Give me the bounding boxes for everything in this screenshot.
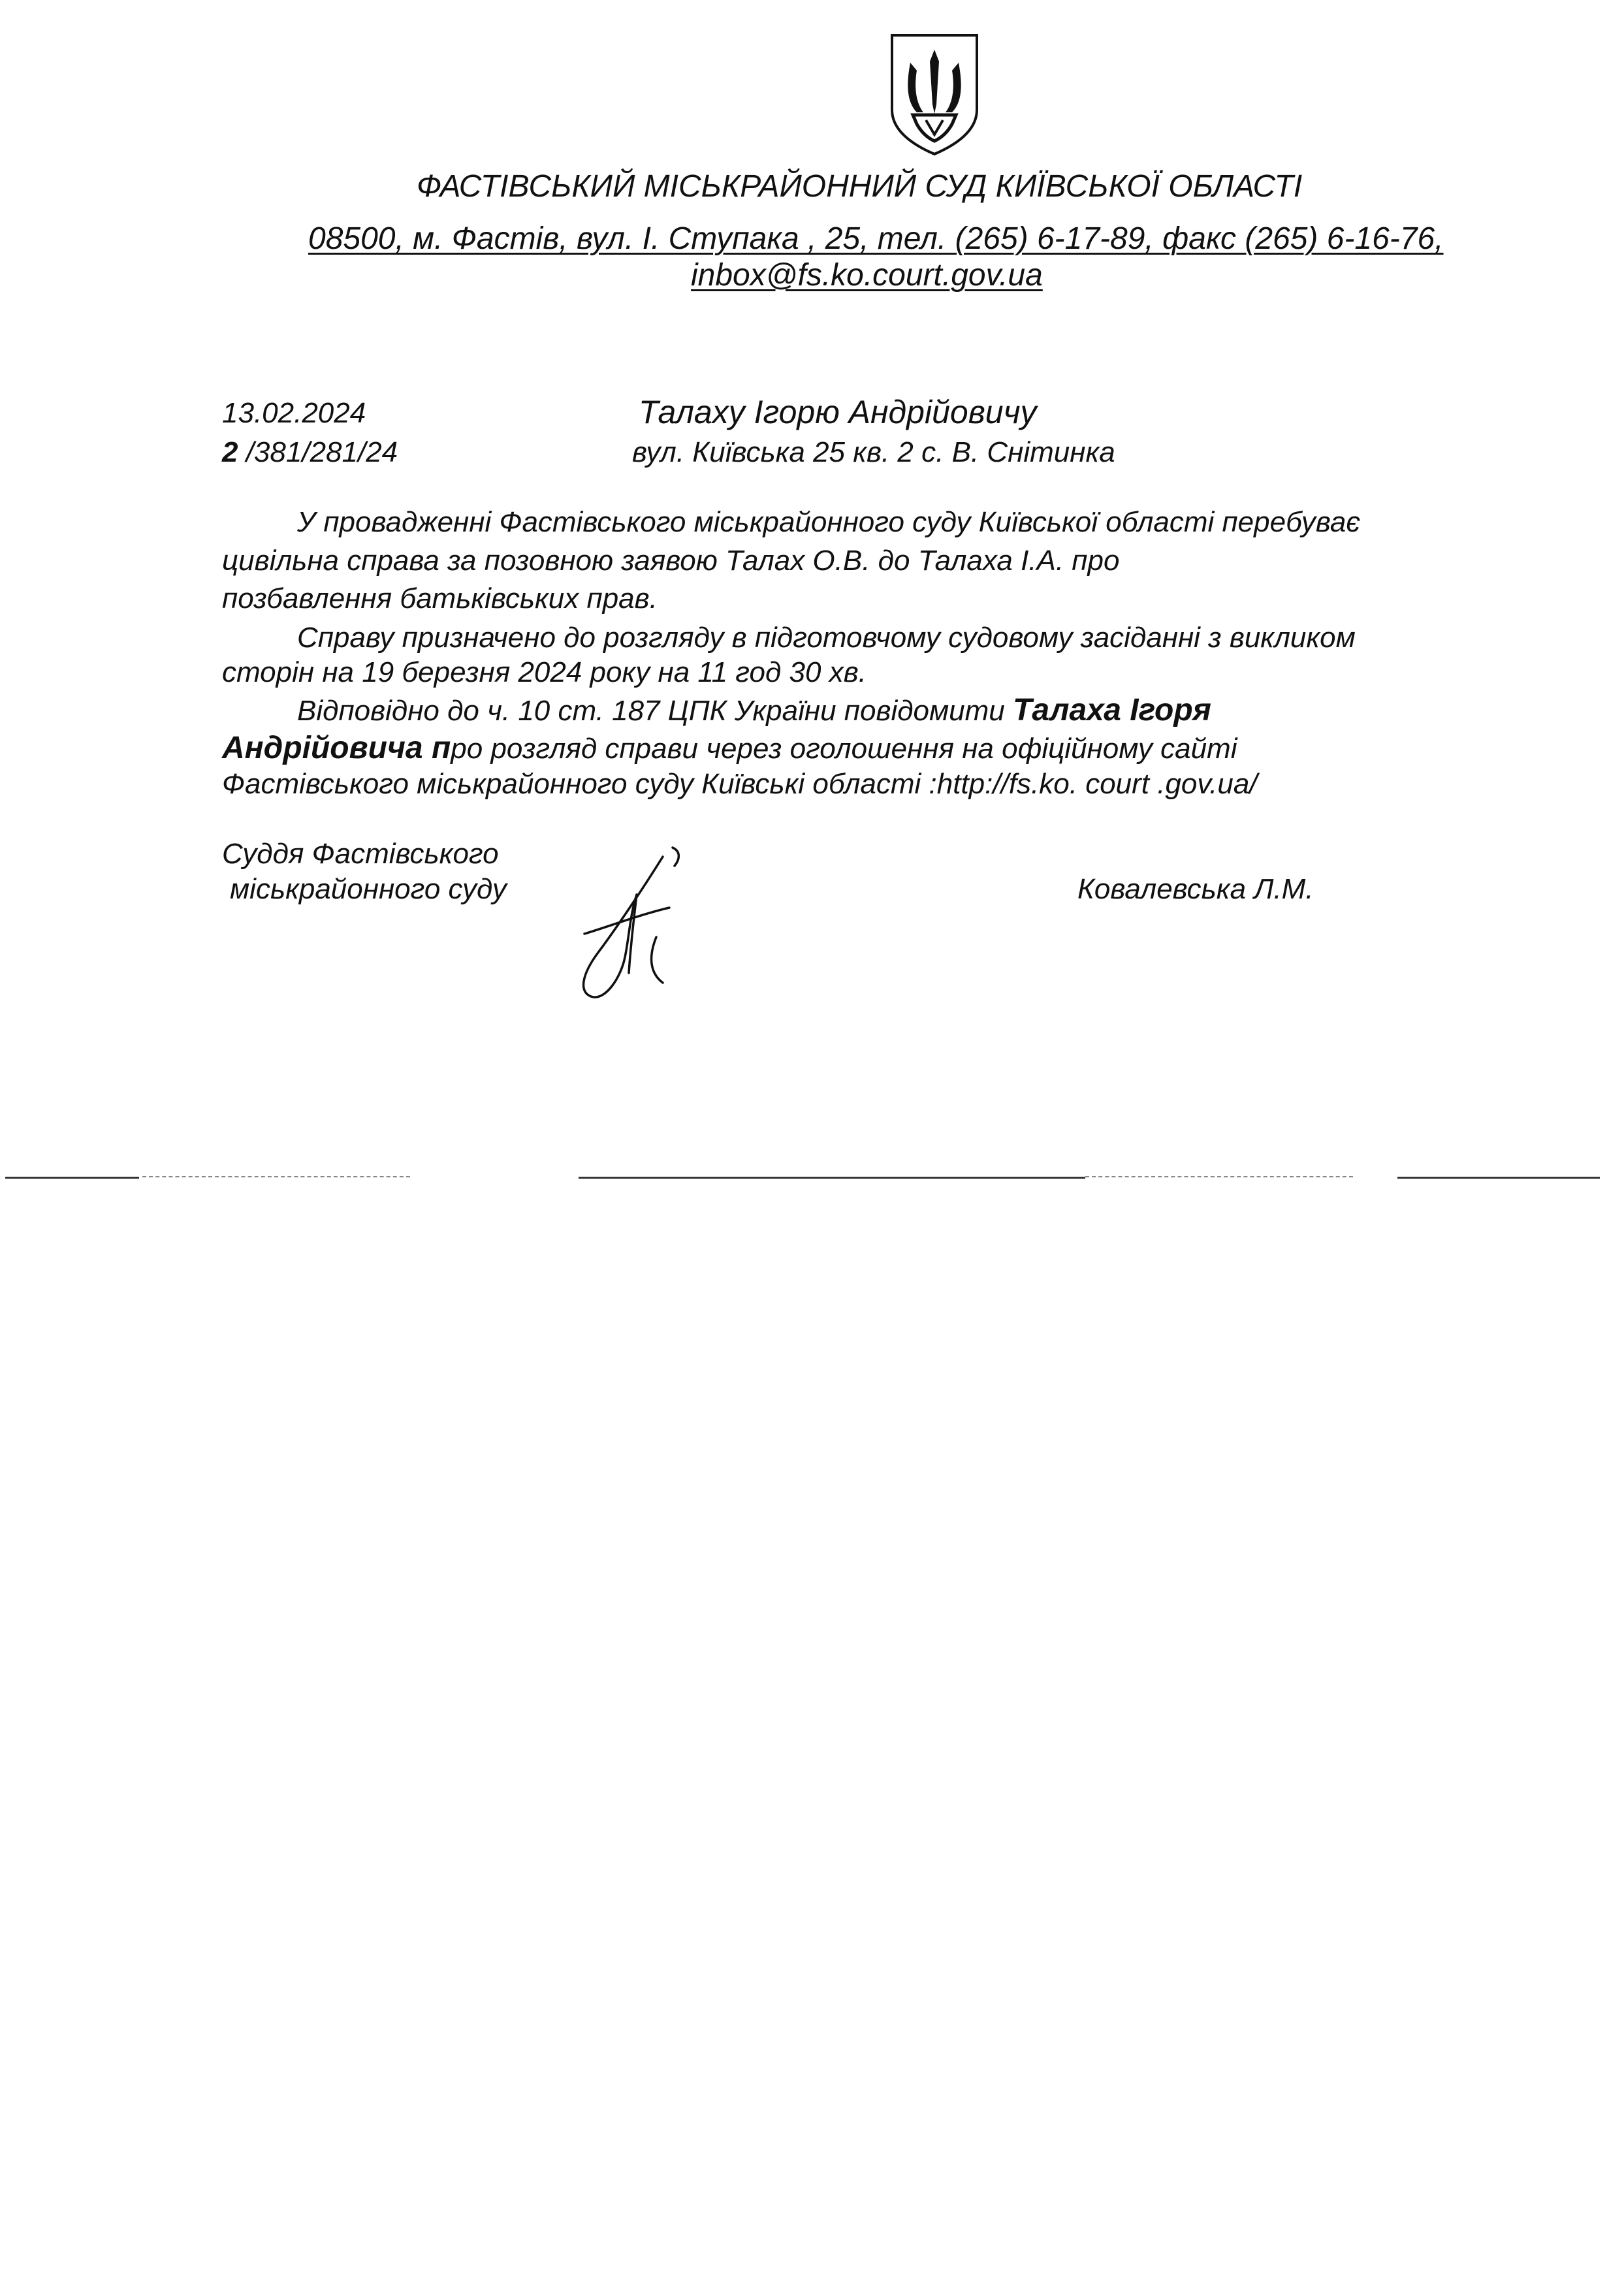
coat-of-arms-icon: [887, 31, 982, 157]
judge-name: Ковалевська Л.М.: [1077, 873, 1314, 905]
body-p3-line1: [297, 692, 1211, 728]
judge-title-line2: міськрайонного суду: [230, 873, 507, 905]
body-p1-line1: У провадженні Фастівського міськрайонного суду Київської області перебуває: [297, 506, 1361, 538]
body-p1-line3: позбавлення батьківських прав.: [222, 582, 658, 614]
judge-title-line1: Суддя Фастівського: [222, 838, 499, 870]
body-p2-line2: сторін на 19 березня 2024 року на 11 год 30 хв.: [222, 656, 867, 688]
court-address: 08500, м. Фастів, вул. І. Ступака , 25, тел. (265) 6-17-89, факс (265) 6-16-76,: [308, 221, 1444, 256]
body-p3-line3: Фастівського міськрайонного суду Київські області :http://fs.ko. court .gov.ua/: [222, 768, 1258, 800]
horizontal-rule-left: [5, 1177, 139, 1179]
horizontal-rule-middle: [579, 1177, 1085, 1179]
body-p2-line1: Справу призначено до розгляду в підготовчому судовому засіданні з викликом: [297, 622, 1356, 654]
body-p1-line2: цивільна справа за позовною заявою Талах О.В. до Талаха І.А. про: [222, 545, 1120, 577]
case-number-rest: /381/281/24: [238, 436, 398, 468]
body-p3-line1-text: Відповідно до ч. 10 ст. 187 ЦПК України повідомити: [297, 695, 1013, 727]
court-email[interactable]: inbox@fs.ko.court.gov.ua: [691, 258, 1043, 293]
recipient-address: вул. Київська 25 кв. 2 с. В. Снітинка: [632, 436, 1115, 468]
case-number: [222, 436, 398, 469]
letter-date: 13.02.2024: [222, 397, 366, 429]
horizontal-rule-right: [1397, 1177, 1600, 1179]
defendant-patronymic-bold: Андрійовича п: [222, 731, 451, 765]
court-name: ФАСТІВСЬКИЙ МІСЬКРАЙОННИЙ СУД КИЇВСЬКОЇ ОБЛАСТІ: [417, 169, 1303, 204]
handwritten-signature: [565, 842, 715, 1006]
horizontal-rule-right-dashed: [1085, 1176, 1353, 1177]
body-p3-line2-text: ро розгляд справи через оголошення на офіційному сайті: [451, 733, 1237, 765]
body-p3-line2: [222, 730, 1237, 766]
horizontal-rule-left-dashed: [142, 1176, 410, 1177]
case-number-prefix: 2: [222, 436, 238, 468]
defendant-name-bold: Талаха Ігоря: [1013, 693, 1211, 727]
recipient-name: Талаху Ігорю Андрійовичу: [639, 394, 1037, 430]
